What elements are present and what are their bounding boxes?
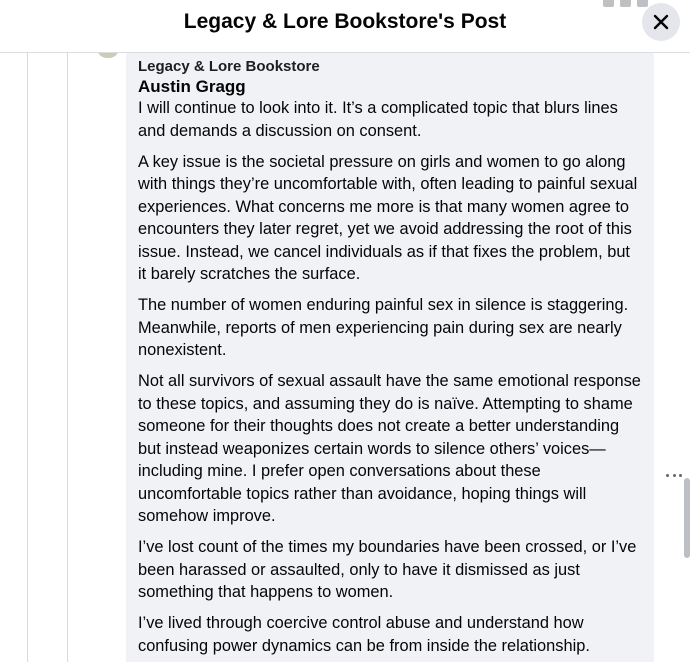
more-options-button[interactable] [666, 468, 682, 482]
close-button[interactable] [642, 3, 680, 41]
comment-page-name[interactable]: Legacy & Lore Bookstore [138, 58, 320, 75]
comment-bubble [126, 40, 654, 662]
comment-paragraph: The number of women enduring painful sex in silence is staggering. Meanwhile, reports of men experiencing pain during sex are nearly nonexistent. [138, 296, 629, 359]
facebook-icon [603, 0, 614, 7]
thread-line [27, 53, 28, 662]
key-icon [620, 0, 631, 7]
scrollbar[interactable] [684, 478, 690, 558]
dialog-title: Legacy & Lore Bookstore's Post [183, 10, 507, 33]
dot-icon [666, 474, 669, 477]
comment-paragraph: Not all survivors of sexual assault have the same emotional response to these topics, and assuming they do is naïve. Attempting to shame someone for their thoughts does not create a better understanding but instead weaponizes certain words to silence others’ voices—including mine. I prefer open conversations about these uncomfortable topics rather than avoidance, hoping things will somehow improve. [138, 372, 641, 525]
comment-paragraph: I will continue to look into it. It’s a complicated topic that blurs lines and demands a discussion on consent. [138, 99, 618, 140]
dot-icon [679, 474, 682, 477]
comment-author[interactable]: Austin Gragg [138, 77, 246, 96]
comment-paragraph: I’ve lived through coercive control abuse and understand how confusing power dynamics can be from inside the relationship. [138, 614, 590, 655]
check-icon [637, 0, 648, 7]
comment-paragraph: A key issue is the societal pressure on girls and women to go along with things they’re uncomfortable with, often leading to painful sexual experiences. What concerns me more is that many women agree to encounters they later regret, yet we avoid addressing the root of this issue. Instead, we cancel individuals as if that fixes the problem, but it barely scratches the surface. [138, 152, 638, 283]
comment-paragraph: I’ve lost count of the times my boundaries have been crossed, or I’ve been harassed or assaulted, only to have it dismissed as just something that happens to women. [138, 538, 637, 601]
close-icon [652, 13, 670, 31]
reaction-icons-peek [603, 0, 648, 8]
thread-line [67, 53, 68, 662]
dot-icon [673, 474, 676, 477]
post-dialog-header [0, 0, 690, 53]
